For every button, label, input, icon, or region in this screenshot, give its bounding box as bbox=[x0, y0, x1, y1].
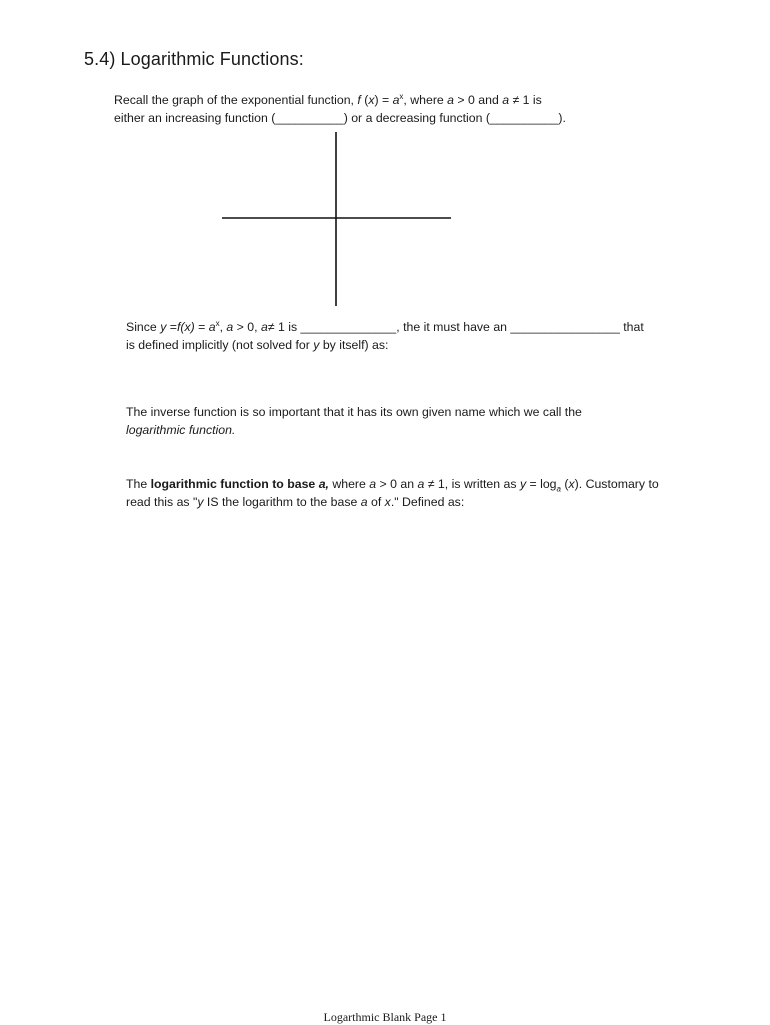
name-line-1: The inverse function is so important that it has its own given name which we call the bbox=[126, 405, 582, 419]
name-paragraph bbox=[126, 403, 582, 439]
blank-coordinate-axes bbox=[0, 0, 770, 330]
inverse-paragraph bbox=[126, 318, 644, 354]
intro-line-1: Recall the graph of the exponential function, f $(x) = a^x$, where a > 0 and a ≠ 1 is bbox=[114, 91, 542, 107]
definition-line-1: The logarithmic function to base a, where a > 0 an a ≠ 1, is written as $y = \log_a (x)$. Customary to bbox=[126, 477, 659, 494]
inverse-line-1: Since $y =f(x) = a^x$, a > 0, a≠ 1 is ______________, the it must have an ________________ that bbox=[126, 318, 644, 334]
inverse-line-2: is defined implicitly (not solved for y by itself) as: bbox=[126, 338, 389, 352]
page-title: 5.4) Logarithmic Functions: bbox=[84, 49, 304, 69]
intro-line-2: either an increasing function (__________) or a decreasing function (__________). bbox=[114, 111, 566, 125]
definition-paragraph bbox=[126, 475, 659, 511]
definition-line-2: read this as "y IS the logarithm to the base a of x." Defined as: bbox=[126, 495, 465, 509]
page-footer: Logarthmic Blank Page 1 bbox=[323, 1010, 447, 1024]
name-line-2: logarithmic function. bbox=[126, 423, 236, 437]
